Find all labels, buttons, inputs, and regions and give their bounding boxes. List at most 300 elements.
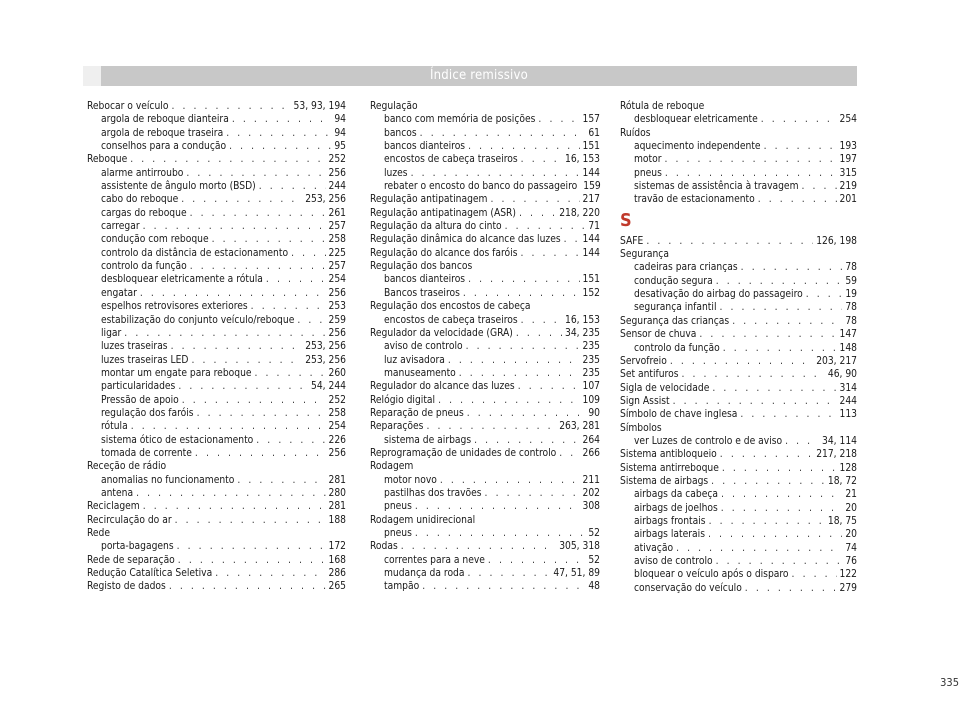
dot-leader xyxy=(665,167,837,180)
dot-leader xyxy=(764,140,837,153)
index-entry xyxy=(620,462,857,475)
dot-leader xyxy=(741,261,843,274)
index-entry-label: pastilhas dos travões xyxy=(384,487,482,499)
dot-leader xyxy=(448,354,580,367)
dot-leader xyxy=(564,233,580,246)
dot-leader xyxy=(538,113,579,126)
index-entry-label: airbags de joelhos xyxy=(634,502,718,514)
index-entry xyxy=(87,554,346,567)
index-entry-label: Redução Catalítica Seletiva xyxy=(87,568,213,580)
dot-leader xyxy=(720,301,843,314)
index-entry xyxy=(370,434,600,447)
index-entry-pages: 95 xyxy=(334,141,346,153)
index-entry-label: sistema ótico de estacionamento xyxy=(101,434,254,446)
dot-leader xyxy=(723,342,837,355)
dot-leader xyxy=(712,382,836,395)
index-entry-label: tomada de corrente xyxy=(101,447,192,459)
index-entry-pages: 34, 235 xyxy=(565,327,600,339)
index-entry-label: airbags frontais xyxy=(634,515,706,527)
dot-leader xyxy=(467,567,550,580)
dot-leader xyxy=(297,314,325,327)
index-entry-pages: 126, 198 xyxy=(816,235,857,247)
index-entry-pages: 201 xyxy=(839,194,857,206)
index-entry-pages: 279 xyxy=(839,582,857,594)
index-entry xyxy=(620,502,857,515)
index-entry-pages: 53, 93, 194 xyxy=(293,101,346,112)
index-entry-pages: 152 xyxy=(582,287,600,299)
index-entry-label: encostos de cabeça traseiros xyxy=(384,314,518,326)
index-entry xyxy=(87,327,346,340)
index-entry-label: Reparações xyxy=(370,421,424,433)
index-entry-pages: 257 xyxy=(328,261,346,273)
index-entry xyxy=(87,273,346,286)
index-entry xyxy=(370,527,600,540)
index-entry-pages: 157 xyxy=(582,114,600,126)
index-heading: Receção de rádio xyxy=(87,461,167,473)
dot-leader xyxy=(505,220,586,233)
index-entry-label: Regulação antipatinagem (ASR) xyxy=(370,207,516,219)
index-entry-label: encostos de cabeça traseiros xyxy=(384,154,518,166)
index-entry-label: controlo da função xyxy=(101,261,187,273)
index-entry-pages: 219 xyxy=(839,181,857,193)
index-entry xyxy=(370,367,600,380)
dot-leader xyxy=(130,153,325,166)
index-entry-pages: 235 xyxy=(582,354,600,366)
dot-leader xyxy=(197,407,326,420)
index-entry xyxy=(620,382,857,395)
index-entry-label: particularidades xyxy=(101,381,176,393)
index-entry xyxy=(370,233,600,246)
index-entry-pages: 253, 256 xyxy=(305,354,346,366)
index-entry-label: pneus xyxy=(634,167,662,179)
index-entry-pages: 47, 51, 89 xyxy=(553,568,600,580)
index-entry xyxy=(620,261,857,274)
index-entry xyxy=(370,580,600,593)
index-entry-label: Reciclagem xyxy=(87,501,140,513)
dot-leader xyxy=(178,554,326,567)
index-heading: Regulação xyxy=(370,101,418,112)
index-entry xyxy=(87,207,346,220)
index-entry-pages: 172 xyxy=(328,541,346,553)
index-entry xyxy=(620,568,857,581)
index-entry-pages: 34, 114 xyxy=(822,435,857,447)
index-entry xyxy=(620,140,857,153)
index-entry xyxy=(87,100,346,113)
index-entry xyxy=(620,475,857,488)
index-entry-pages: 225 xyxy=(328,247,346,259)
dot-leader xyxy=(785,435,819,448)
index-entry-pages: 122 xyxy=(839,569,857,581)
dot-leader xyxy=(438,394,579,407)
index-entry-pages: 18, 72 xyxy=(827,475,857,487)
dot-leader xyxy=(740,408,836,421)
index-entry xyxy=(370,153,600,166)
dot-leader xyxy=(490,193,579,206)
index-entry-label: rebater o encosto do banco do passageiro xyxy=(384,181,578,193)
index-entry-pages: 253 xyxy=(328,301,346,313)
index-entry-pages: 252 xyxy=(328,394,346,406)
index-entry xyxy=(87,167,346,180)
index-entry-pages: 252 xyxy=(328,154,346,166)
dot-leader xyxy=(521,153,562,166)
index-entry xyxy=(370,420,600,433)
index-entry-label: engatar xyxy=(101,287,137,299)
index-entry xyxy=(620,435,857,448)
index-entry-pages: 258 xyxy=(328,234,346,246)
index-entry-label: conselhos para a condução xyxy=(101,141,227,153)
dot-leader xyxy=(516,327,562,340)
dot-leader xyxy=(191,354,302,367)
index-entry xyxy=(87,314,346,327)
index-entry-label: bancos dianteiros xyxy=(384,274,466,286)
index-entry xyxy=(87,580,346,593)
index-entry-label: condução com reboque xyxy=(101,234,209,246)
index-entry-pages: 256 xyxy=(328,327,346,339)
dot-leader xyxy=(711,475,825,488)
index-column-2 xyxy=(370,100,600,594)
dot-leader xyxy=(422,580,585,593)
index-entry xyxy=(620,488,857,501)
index-entry-label: banco com memória de posições xyxy=(384,114,536,126)
index-entry-pages: 148 xyxy=(839,342,857,354)
index-entry-label: sistemas de assistência à travagem xyxy=(634,181,799,193)
dot-leader xyxy=(411,167,580,180)
index-entry xyxy=(370,380,600,393)
index-entry-pages: 59 xyxy=(845,275,857,287)
index-entry-pages: 76 xyxy=(845,556,857,567)
dot-leader xyxy=(190,207,326,220)
dot-leader xyxy=(266,273,326,286)
index-entry xyxy=(87,340,346,353)
index-entry xyxy=(87,247,346,260)
dot-leader xyxy=(559,447,579,460)
index-entry xyxy=(87,354,346,367)
index-entry xyxy=(87,394,346,407)
index-entry-label: Regulação dinâmica do alcance das luzes xyxy=(370,234,561,246)
index-entry-label: airbags laterais xyxy=(634,529,705,541)
index-entry-pages: 197 xyxy=(839,154,857,166)
index-entry xyxy=(620,448,857,461)
index-entry-label: Símbolo de chave inglesa xyxy=(620,409,738,421)
index-entry-label: Reparação de pneus xyxy=(370,407,464,419)
index-entry-label: controlo da distância de estacionamento xyxy=(101,247,289,259)
dot-leader xyxy=(716,555,843,568)
index-entry xyxy=(87,113,346,126)
index-entry-label: Registo de dados xyxy=(87,581,166,593)
index-entry-label: Reboque xyxy=(87,154,128,166)
index-entry-pages: 159 xyxy=(583,181,601,193)
index-entry-pages: 257 xyxy=(328,221,346,233)
index-entry xyxy=(370,180,600,193)
dot-leader xyxy=(440,474,580,487)
index-entry-label: ligar xyxy=(101,327,122,339)
index-entry-label: travão de estacionamento xyxy=(634,194,755,206)
index-entry xyxy=(620,301,857,314)
index-entry-label: controlo da função xyxy=(634,342,720,354)
index-entry xyxy=(370,407,600,420)
index-entry-label: anomalias no funcionamento xyxy=(101,474,235,486)
index-entry-label: cargas do reboque xyxy=(101,207,187,219)
index-entry-pages: 203, 217 xyxy=(816,355,857,367)
index-entry xyxy=(370,193,600,206)
index-entry xyxy=(620,275,857,288)
index-entry-pages: 305, 318 xyxy=(559,541,600,553)
dot-leader xyxy=(215,567,325,580)
index-entry xyxy=(87,300,346,313)
index-entry xyxy=(87,233,346,246)
index-entry xyxy=(370,394,600,407)
index-entry-label: Regulação do alcance dos faróis xyxy=(370,247,518,259)
dot-leader xyxy=(721,488,842,501)
index-entry-pages: 254 xyxy=(839,114,857,126)
index-entry xyxy=(370,287,600,300)
index-entry xyxy=(620,368,857,381)
dot-leader xyxy=(485,487,580,500)
index-entry xyxy=(370,140,600,153)
index-entry-pages: 266 xyxy=(582,447,600,459)
index-entry xyxy=(370,487,600,500)
index-entry-pages: 52 xyxy=(588,528,600,539)
index-entry-label: cadeiras para crianças xyxy=(634,262,738,274)
dot-leader xyxy=(175,514,326,527)
index-entry-label: motor novo xyxy=(384,474,437,486)
index-entry-label: luzes xyxy=(384,167,408,179)
index-entry-label: Rede de separação xyxy=(87,554,175,566)
index-entry-pages: 188 xyxy=(328,514,346,526)
dot-leader xyxy=(676,542,842,555)
dot-leader xyxy=(177,540,326,553)
index-entry-label: condução segura xyxy=(634,275,713,287)
dot-leader xyxy=(415,527,585,540)
index-entry-pages: 253, 256 xyxy=(305,341,346,353)
index-entry xyxy=(87,260,346,273)
dot-leader xyxy=(237,474,325,487)
index-entry-label: pneus xyxy=(384,528,412,539)
index-column-1 xyxy=(87,100,346,594)
index-entry-label: segurança infantil xyxy=(634,302,717,314)
index-entry-label: Regulador da velocidade (GRA) xyxy=(370,327,513,339)
index-entry-pages: 258 xyxy=(328,407,346,419)
index-entry-pages: 21 xyxy=(845,489,857,501)
index-entry xyxy=(370,327,600,340)
index-entry-label: Sign Assist xyxy=(620,395,670,407)
index-entry-pages: 315 xyxy=(839,167,857,179)
index-entry-label: Pressão de apoio xyxy=(101,394,179,406)
index-entry-pages: 78 xyxy=(845,262,857,274)
index-entry xyxy=(370,273,600,286)
index-entry xyxy=(87,127,346,140)
index-entry xyxy=(370,447,600,460)
dot-leader xyxy=(143,500,326,513)
index-entry xyxy=(87,287,346,300)
index-entry-pages: 261 xyxy=(328,207,346,219)
index-heading: Segurança xyxy=(620,249,669,261)
index-entry-pages: 202 xyxy=(582,487,600,499)
index-entry-pages: 94 xyxy=(334,114,346,126)
index-entry-pages: 260 xyxy=(328,367,346,379)
dot-leader xyxy=(190,260,326,273)
index-entry xyxy=(87,220,346,233)
index-entry-pages: 256 xyxy=(328,287,346,299)
index-entry xyxy=(620,288,857,301)
index-column-3 xyxy=(620,100,857,595)
index-entry-label: ver Luzes de controlo e de aviso xyxy=(634,435,783,447)
index-entry-pages: 281 xyxy=(328,474,346,486)
index-entry-label: aquecimento independente xyxy=(634,141,761,153)
index-entry-pages: 314 xyxy=(839,382,857,394)
index-entry-pages: 46, 90 xyxy=(827,369,857,381)
index-entry xyxy=(620,328,857,341)
dot-leader xyxy=(521,314,562,327)
dot-leader xyxy=(178,380,308,393)
page-number: 335 xyxy=(940,676,959,689)
index-entry xyxy=(370,247,600,260)
index-heading: Rótula de reboque xyxy=(620,101,705,112)
index-entry-pages: 244 xyxy=(328,181,346,193)
dot-leader xyxy=(758,193,837,206)
index-entry-pages: 256 xyxy=(328,447,346,459)
index-entry-pages: 71 xyxy=(588,221,600,233)
index-entry-pages: 16, 153 xyxy=(565,154,600,166)
index-entry-label: argola de reboque traseira xyxy=(101,127,224,139)
dot-leader xyxy=(673,395,837,408)
index-entry-pages: 107 xyxy=(582,381,600,393)
index-entry-pages: 151 xyxy=(582,274,600,286)
dot-leader xyxy=(169,580,326,593)
index-entry-label: estabilização do conjunto veículo/reboque xyxy=(101,314,295,326)
index-entry xyxy=(370,167,600,180)
dot-leader xyxy=(255,367,326,380)
dot-leader xyxy=(699,328,836,341)
index-entry-label: porta-bagagens xyxy=(101,541,174,553)
index-entry-label: Segurança das crianças xyxy=(620,315,730,327)
dot-leader xyxy=(140,287,326,300)
index-entry-label: mudança da roda xyxy=(384,568,465,580)
index-entry-pages: 54, 244 xyxy=(311,381,346,393)
index-entry-label: luzes traseiras LED xyxy=(101,354,189,366)
index-heading: Símbolos xyxy=(620,422,662,434)
index-entry-pages: 90 xyxy=(588,407,600,419)
dot-leader xyxy=(259,180,326,193)
index-entry-pages: 48 xyxy=(588,581,600,593)
dot-leader xyxy=(143,220,326,233)
index-entry xyxy=(87,447,346,460)
index-entry-label: antena xyxy=(101,487,134,499)
index-entry-label: assistente de ângulo morto (BSD) xyxy=(101,181,256,193)
index-entry-label: bancos dianteiros xyxy=(384,141,466,153)
dot-leader xyxy=(716,275,843,288)
index-entry xyxy=(370,554,600,567)
page-title: Índice remissivo xyxy=(430,68,528,83)
index-heading: Regulação dos encostos de cabeça xyxy=(370,301,531,313)
index-entry-label: manuseamento xyxy=(384,367,456,379)
index-entry-pages: 94 xyxy=(334,127,346,139)
index-entry xyxy=(370,354,600,367)
index-entry-label: Rodas xyxy=(370,541,398,553)
index-entry-label: Reprogramação de unidades de controlo xyxy=(370,447,557,459)
index-entry xyxy=(620,515,857,528)
index-entry-label: airbags da cabeça xyxy=(634,489,718,501)
index-entry-label: carregar xyxy=(101,221,140,233)
dot-leader xyxy=(212,233,326,246)
index-entry xyxy=(87,407,346,420)
index-entry-pages: 254 xyxy=(328,274,346,286)
page-header xyxy=(101,66,857,86)
dot-leader xyxy=(463,287,580,300)
index-entry xyxy=(620,180,857,193)
index-entry-pages: 74 xyxy=(845,542,857,554)
index-entry xyxy=(370,113,600,126)
dot-leader xyxy=(229,140,331,153)
dot-leader xyxy=(182,394,326,407)
index-entry-label: Sensor de chuva xyxy=(620,329,697,341)
dot-leader xyxy=(426,420,556,433)
index-entry-label: Regulação antipatinagem xyxy=(370,194,488,206)
index-entry-pages: 52 xyxy=(588,554,600,566)
dot-leader xyxy=(708,528,842,541)
index-entry-label: Set antifuros xyxy=(620,369,679,381)
index-entry xyxy=(620,113,857,126)
index-entry-pages: 218, 220 xyxy=(559,207,600,219)
index-entry xyxy=(370,220,600,233)
dot-leader xyxy=(488,554,585,567)
index-entry-label: luz avisadora xyxy=(384,354,445,366)
index-entry-pages: 286 xyxy=(328,568,346,580)
index-entry xyxy=(620,235,857,248)
index-entry xyxy=(87,540,346,553)
index-entry xyxy=(370,540,600,553)
index-entry-pages: 265 xyxy=(328,581,346,593)
index-entry-label: aviso de controlo xyxy=(384,341,463,353)
index-entry-label: regulação dos faróis xyxy=(101,407,194,419)
dot-leader xyxy=(467,407,586,420)
index-entry-label: Sistema antirreboque xyxy=(620,462,719,474)
index-entry xyxy=(370,500,600,513)
dot-leader xyxy=(521,247,580,260)
dot-leader xyxy=(420,127,586,140)
index-entry-label: desbloquear eletricamente xyxy=(634,114,758,126)
index-entry-pages: 263, 281 xyxy=(559,421,600,433)
index-entry-label: Sigla de velocidade xyxy=(620,382,710,394)
index-entry-label: montar um engate para reboque xyxy=(101,367,252,379)
index-entry-label: bancos xyxy=(384,127,417,139)
index-entry-label: Regulador do alcance das luzes xyxy=(370,381,515,393)
index-entry-label: Rebocar o veículo xyxy=(87,101,169,112)
index-heading: Rodagem unidirecional xyxy=(370,514,476,526)
dot-leader xyxy=(466,340,580,353)
index-entry-pages: 144 xyxy=(582,167,600,179)
dot-leader xyxy=(709,515,825,528)
dot-leader xyxy=(415,500,580,513)
index-entry-label: motor xyxy=(634,154,662,166)
index-entry-pages: 280 xyxy=(328,487,346,499)
index-entry xyxy=(620,582,857,595)
index-entry-label: espelhos retrovisores exteriores xyxy=(101,301,248,313)
index-entry xyxy=(370,207,600,220)
index-entry xyxy=(87,140,346,153)
index-entry-label: SAFE xyxy=(620,235,644,247)
index-entry xyxy=(370,567,600,580)
dot-leader xyxy=(226,127,331,140)
index-entry-pages: 19 xyxy=(845,289,857,301)
index-heading: Rede xyxy=(87,528,111,539)
index-entry-pages: 147 xyxy=(839,329,857,341)
index-entry xyxy=(87,193,346,206)
dot-leader xyxy=(171,100,290,113)
index-entry xyxy=(370,340,600,353)
dot-leader xyxy=(136,487,325,500)
index-entry xyxy=(620,395,857,408)
